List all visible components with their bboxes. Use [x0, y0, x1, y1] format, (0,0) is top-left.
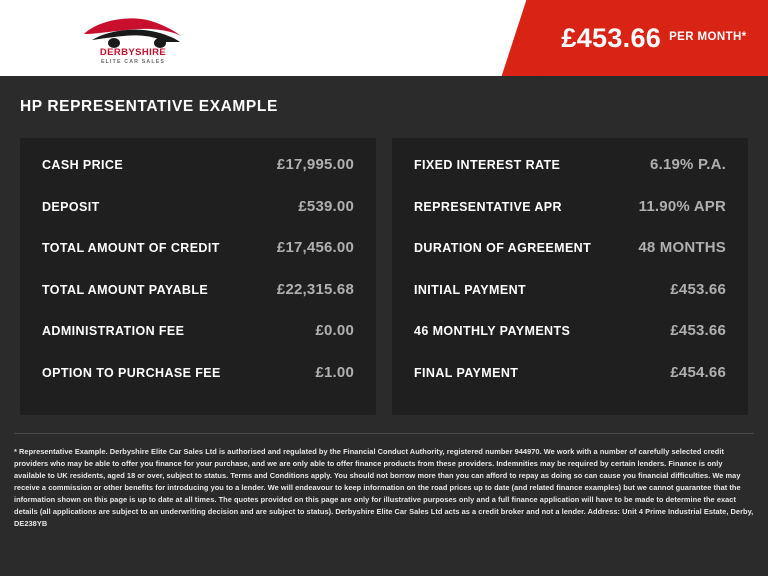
- row-label: REPRESENTATIVE APR: [414, 199, 562, 214]
- row-label: CASH PRICE: [42, 158, 124, 172]
- logo-area: [0, 0, 540, 76]
- finance-details-panels: [0, 116, 768, 415]
- row-value: £454.66: [670, 363, 726, 381]
- row-label: ADMINISTRATION FEE: [42, 324, 185, 338]
- table-row: [414, 156, 726, 198]
- table-row: [42, 239, 354, 281]
- svg-text:ELITE CAR SALES: ELITE CAR SALES: [100, 59, 166, 65]
- row-value: 11.90% APR: [638, 197, 726, 215]
- row-value: £539.00: [298, 197, 354, 215]
- row-label: INITIAL PAYMENT: [414, 282, 527, 297]
- row-value: 48 MONTHS: [638, 239, 726, 256]
- page-header: [0, 0, 768, 76]
- row-value: £453.66: [670, 322, 726, 339]
- table-row: [414, 239, 726, 281]
- table-row: [42, 281, 354, 323]
- monthly-price-amount: £453.66: [561, 22, 662, 53]
- row-value: £17,456.00: [276, 239, 354, 256]
- monthly-price-banner: [540, 0, 768, 76]
- table-row: [414, 322, 726, 364]
- row-label: TOTAL AMOUNT OF CREDIT: [42, 241, 220, 255]
- left-details-panel: [20, 138, 376, 415]
- table-row: [42, 198, 354, 240]
- representative-example-footnote: * Representative Example. Derbyshire Elite Car Sales Ltd is authorised and regulated by the Financial Conduct Authority, registered number 944970. We work with a number of carefully selected credit providers who may be able to offer you finance for your purchase, and we are only able to offer finance products from these providers. Indemnities may be required by certain lenders. Finance is only available to UK residents, aged 18 or over, subject to status. Terms and Conditions apply. You should not borrow more than you can afford to repay as doing so can cause you financial difficulties. We may receive a commission or other benefits for introducing you to a lender. We will endeavour to keep information on the road prices up to date (and related finance examples) but we cannot guarantee that the information shown on this page is up to date at all times. The quotes provided on this page are only for illustrative purposes only and a full finance application will have to be made to determine the exact details (all applications are subject to an underwriting decision and are subject to status). Derbyshire Elite Car Sales Ltd acts as a credit broker and not a lender. Address: Unit 4 Prime Industrial Estate, Derby, DE238YB: [14, 447, 754, 528]
- table-row: [414, 198, 726, 240]
- row-label: FINAL PAYMENT: [414, 365, 519, 380]
- row-value: 6.19% P.A.: [650, 156, 726, 173]
- row-label: DURATION OF AGREEMENT: [414, 241, 592, 255]
- page-title: HP REPRESENTATIVE EXAMPLE: [20, 98, 278, 115]
- row-value: £453.66: [670, 280, 726, 298]
- derbyshire-elite-car-sales-logo[interactable]: [78, 10, 188, 66]
- monthly-price-period: PER MONTH*: [669, 31, 747, 43]
- table-row: [42, 322, 354, 364]
- table-row: [414, 364, 726, 406]
- row-label: 46 MONTHLY PAYMENTS: [414, 324, 571, 338]
- table-row: [42, 364, 354, 406]
- row-label: FIXED INTEREST RATE: [414, 158, 561, 172]
- row-value: £22,315.68: [276, 280, 354, 298]
- table-row: [414, 281, 726, 323]
- svg-text:DERBYSHIRE: DERBYSHIRE: [99, 47, 167, 58]
- table-row: [42, 156, 354, 198]
- row-label: OPTION TO PURCHASE FEE: [42, 365, 221, 380]
- right-details-panel: [392, 138, 748, 415]
- row-value: £0.00: [315, 322, 354, 339]
- row-label: DEPOSIT: [42, 199, 100, 214]
- row-value: £1.00: [315, 363, 354, 381]
- row-label: TOTAL AMOUNT PAYABLE: [42, 282, 209, 297]
- row-value: £17,995.00: [276, 156, 354, 173]
